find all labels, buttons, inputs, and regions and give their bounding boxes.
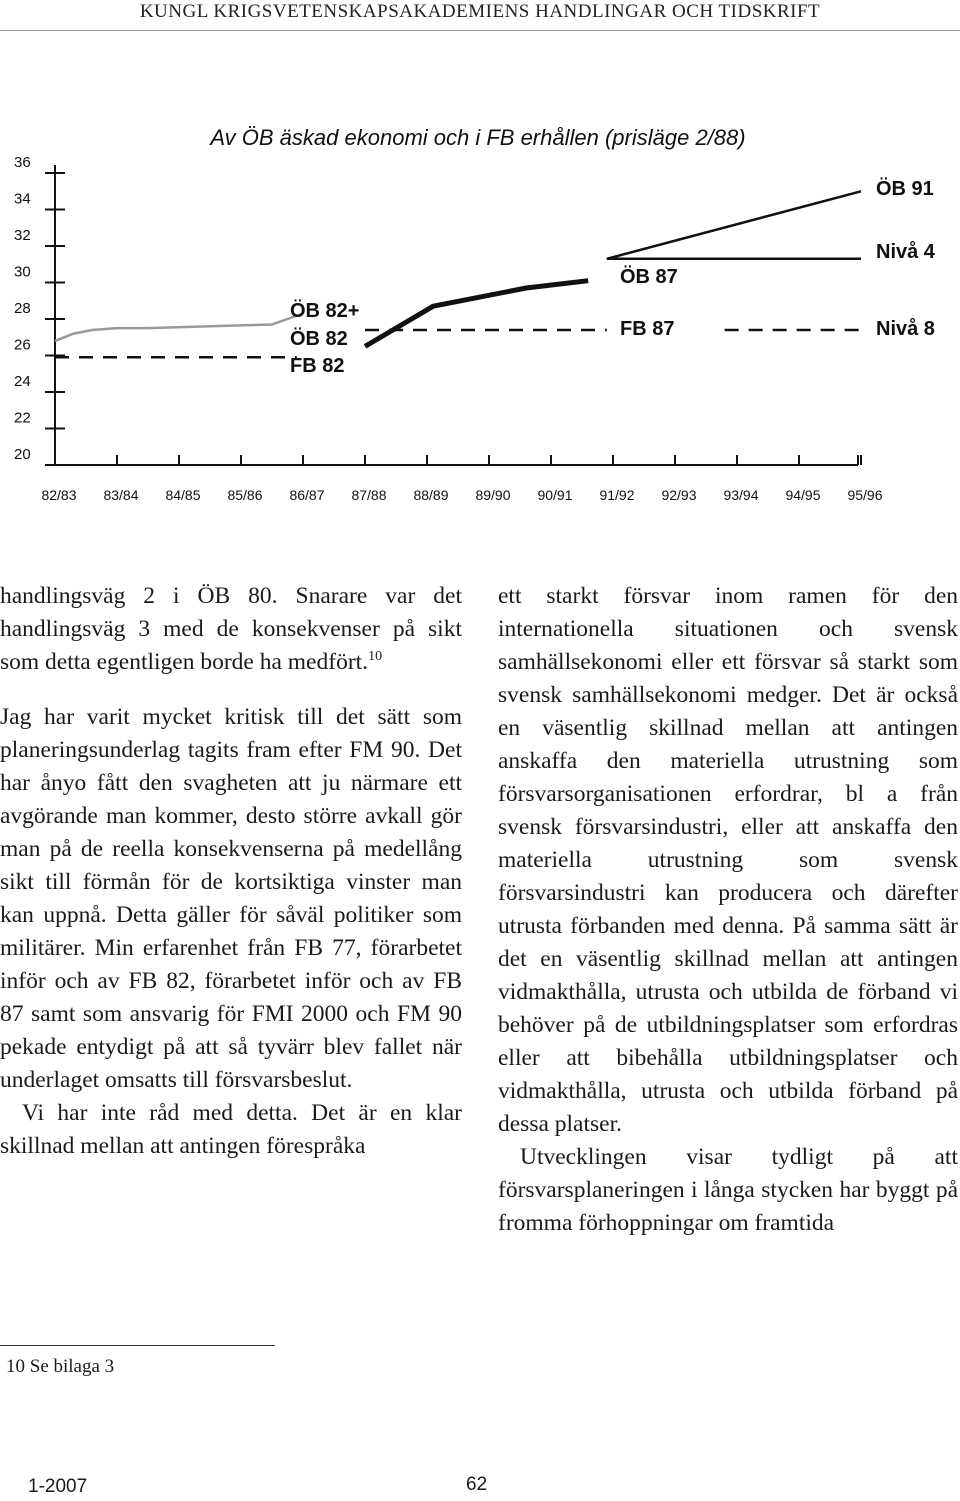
left-paragraph-3: Vi har inte råd med detta. Det är en klar skillnad mellan att antingen förespråka xyxy=(0,1100,462,1159)
page-number: 62 xyxy=(466,1474,488,1495)
right-column xyxy=(498,580,958,1240)
x-tick-label: 94/95 xyxy=(785,487,821,503)
y-tick-label: 20 xyxy=(14,446,31,463)
y-tick-label: 34 xyxy=(14,190,31,208)
x-tick-label: 92/93 xyxy=(661,487,697,503)
label-fb87: FB 87 xyxy=(620,318,675,340)
left-column xyxy=(0,580,462,1163)
x-tick-label: 82/83 xyxy=(41,487,77,503)
header-rule xyxy=(0,30,960,31)
x-tick-label: 89/90 xyxy=(475,487,511,503)
label-fb82: FB 82 xyxy=(290,355,345,377)
footnote-rule xyxy=(0,1345,275,1346)
y-tick-label: 26 xyxy=(14,336,31,354)
x-tick-label: 93/94 xyxy=(723,487,759,503)
x-tick-label: 91/92 xyxy=(599,487,635,503)
label-niva4: Nivå 4 xyxy=(876,241,935,263)
x-tick-label: 87/88 xyxy=(351,487,387,503)
right-paragraph-2: Utvecklingen visar tydligt på att försvarsplaneringen i långa stycken har byggt på fromma förhoppningar om framtida xyxy=(498,1144,958,1236)
left-paragraph-2: Jag har varit mycket kritisk till det sätt som planeringsunderlag tagits fram efter FM 90. Det har ånyo fått den svagheten att ju närmare ett avgörande man kommer, desto större avkall gör man på de reella konsekvenserna på medellång sikt till förmån för de kortsiktiga vinster man kan uppnå. Detta gäller för såväl politiker som militärer. Min erfarenhet från FB 77, förarbetet inför och av FB 82, förarbetet inför och av FB 87 samt som ansvarig för FMI 2000 och FM 90 pekade entydigt på att så tyvärr blev fallet när underlaget omsatts till försvarsbeslut. xyxy=(0,704,462,1093)
footnote-ref: 10 xyxy=(368,649,383,665)
x-tick-label: 95/96 xyxy=(847,487,883,503)
label-ob82: ÖB 82 xyxy=(290,328,348,350)
x-tick-label: 85/86 xyxy=(227,487,263,503)
economy-chart xyxy=(0,100,960,520)
chart-series xyxy=(55,191,861,357)
y-tick-label: 30 xyxy=(14,263,31,281)
issue-number: 1-2007 xyxy=(28,1476,88,1497)
running-head: KUNGL KRIGSVETENSKAPSAKADEMIENS HANDLINGAR OCH TIDSKRIFT xyxy=(139,1,821,22)
footnote: 10 Se bilaga 3 xyxy=(6,1356,115,1377)
left-paragraph-1 xyxy=(0,580,462,679)
x-tick-label: 88/89 xyxy=(413,487,449,503)
y-tick-label: 22 xyxy=(14,409,31,427)
chart-title: Av ÖB äskad ekonomi och i FB erhållen (prisläge 2/88) xyxy=(210,125,746,150)
y-tick-label: 28 xyxy=(14,300,31,317)
y-tick-label: 32 xyxy=(14,227,31,244)
series-line-b-87 xyxy=(365,281,588,347)
series-line-b-82 xyxy=(55,314,303,341)
y-tick-label: 24 xyxy=(14,373,31,390)
label-ob82plus: ÖB 82+ xyxy=(290,300,360,322)
label-ob87: ÖB 87 xyxy=(620,266,678,288)
x-tick-label: 86/87 xyxy=(289,487,325,503)
label-niva8: Nivå 8 xyxy=(876,318,935,340)
x-tick-label: 84/85 xyxy=(165,487,201,503)
y-tick-label: 36 xyxy=(14,154,31,171)
label-ob91: ÖB 91 xyxy=(876,178,934,200)
series-line-b-91 xyxy=(607,191,861,258)
left-paragraph-1-text: handlingsväg 2 i ÖB 80. Snarare var det handlingsväg 3 med de konsekvenser på sikt som detta egentligen borde ha medfört. xyxy=(0,583,462,675)
x-tick-label: 90/91 xyxy=(537,487,573,503)
x-tick-label: 83/84 xyxy=(103,487,139,503)
chart-series-labels xyxy=(290,177,936,377)
right-paragraph-1: ett starkt försvar inom ramen för den internationella situationen och svensk samhällsekonomi eller ett försvar så starkt som svensk samhällsekonomi medger. Det är också en väsentlig skillnad mellan att antingen anskaffa den materiella utrustning som försvarsorganisationen erfordrar, bl a från svensk försvarsindustri, eller att anskaffa den materiella utrustning som svensk försvarsindustri kan producera och därefter utrusta förbanden med denna. På samma sätt är det en väsentlig skillnad mellan att antingen vidmakthålla, utrusta och utbilda de förband vi behöver på de utbildningsplatser som erfordras eller att bibehålla utbildningsplatser och vidmakthålla, utrusta och utbilda förband på dessa platser. xyxy=(498,583,958,1137)
